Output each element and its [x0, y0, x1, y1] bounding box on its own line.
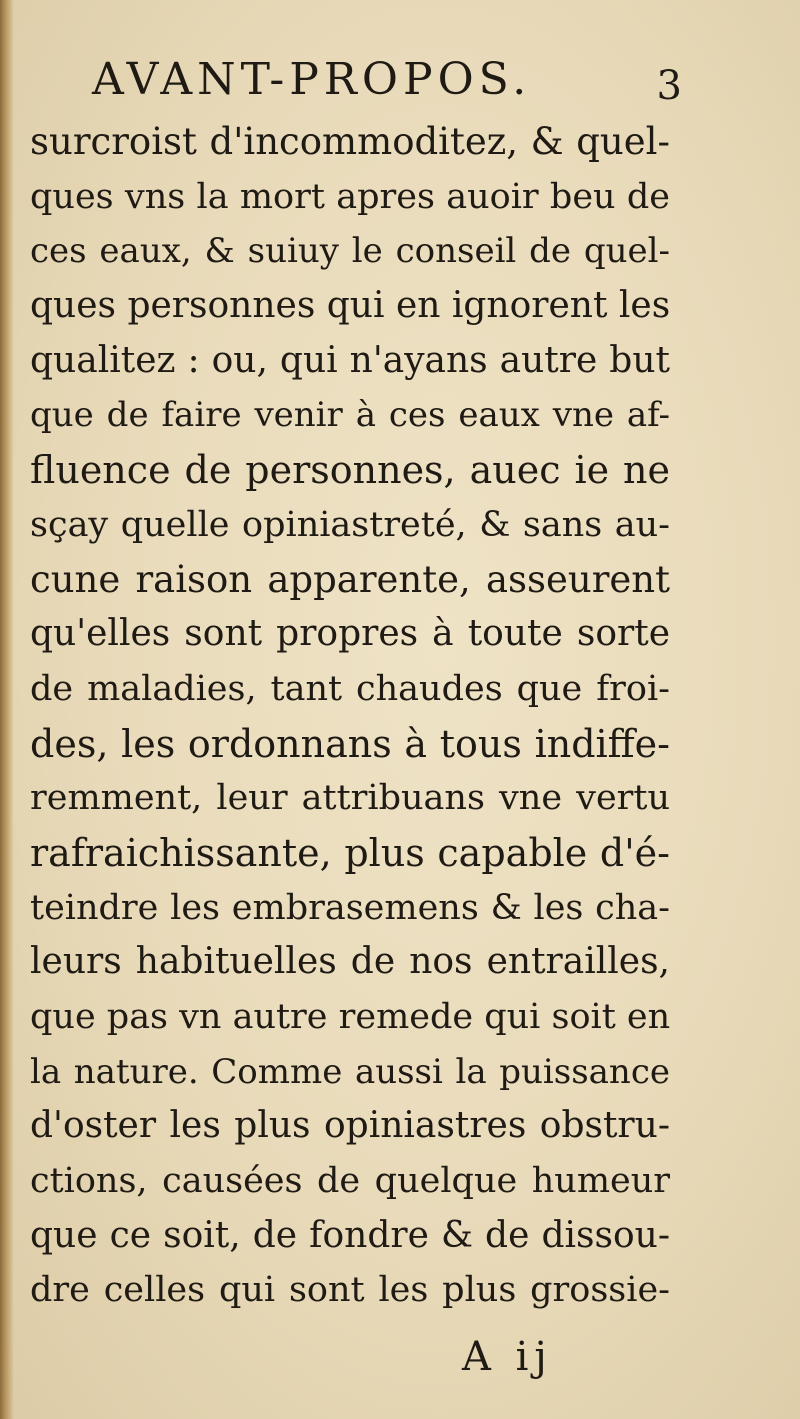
text-line: que de faire venir à ces eaux vne af-	[30, 395, 670, 436]
binding-gutter	[0, 0, 14, 1419]
body-text	[30, 115, 670, 1318]
text-line: sçay quelle opiniastreté, & sans au-	[30, 504, 670, 545]
text-line: d'oster les plus opiniastres obstru-	[30, 1105, 670, 1147]
text-line: ques vns la mort apres auoir beu de	[30, 176, 670, 217]
text-line: cune raison apparente, asseurent	[30, 557, 670, 601]
text-line: leurs habituelles de nos entrailles,	[30, 941, 670, 983]
text-line: ctions, causées de quelque humeur	[30, 1161, 670, 1202]
text-line: ces eaux, & suiuy le conseil de quel-	[30, 231, 670, 272]
page-number: 3	[656, 63, 682, 109]
text-line: qu'elles sont propres à toute sorte	[30, 613, 670, 655]
text-line: des, les ordonnans à tous indiffe-	[30, 721, 670, 766]
text-line: qualitez : ou, qui n'ayans autre but	[30, 339, 670, 381]
text-line: remment, leur attribuans vne vertu	[30, 778, 670, 819]
text-line: que ce soit, de fondre & de dissou-	[30, 1214, 670, 1256]
text-line: de maladies, tant chaudes que froi-	[30, 668, 670, 709]
signature-mark: A ij	[462, 1334, 553, 1380]
text-line: ques personnes qui en ignorent les	[30, 285, 670, 327]
text-line: teindre les embrasemens & les cha-	[30, 887, 670, 928]
text-line: rafraichissante, plus capable d'é-	[30, 830, 670, 875]
text-line: dre celles qui sont les plus grossie-	[30, 1270, 670, 1311]
text-line: fluence de personnes, auec ie ne	[30, 448, 670, 493]
text-line: que pas vn autre remede qui soit en	[30, 997, 670, 1037]
running-title: AVANT-PROPOS.	[92, 54, 532, 105]
text-line: la nature. Comme aussi la puissance	[30, 1051, 670, 1092]
page-header	[92, 50, 682, 110]
text-line: surcroist d'incommoditez, & quel-	[30, 120, 670, 163]
